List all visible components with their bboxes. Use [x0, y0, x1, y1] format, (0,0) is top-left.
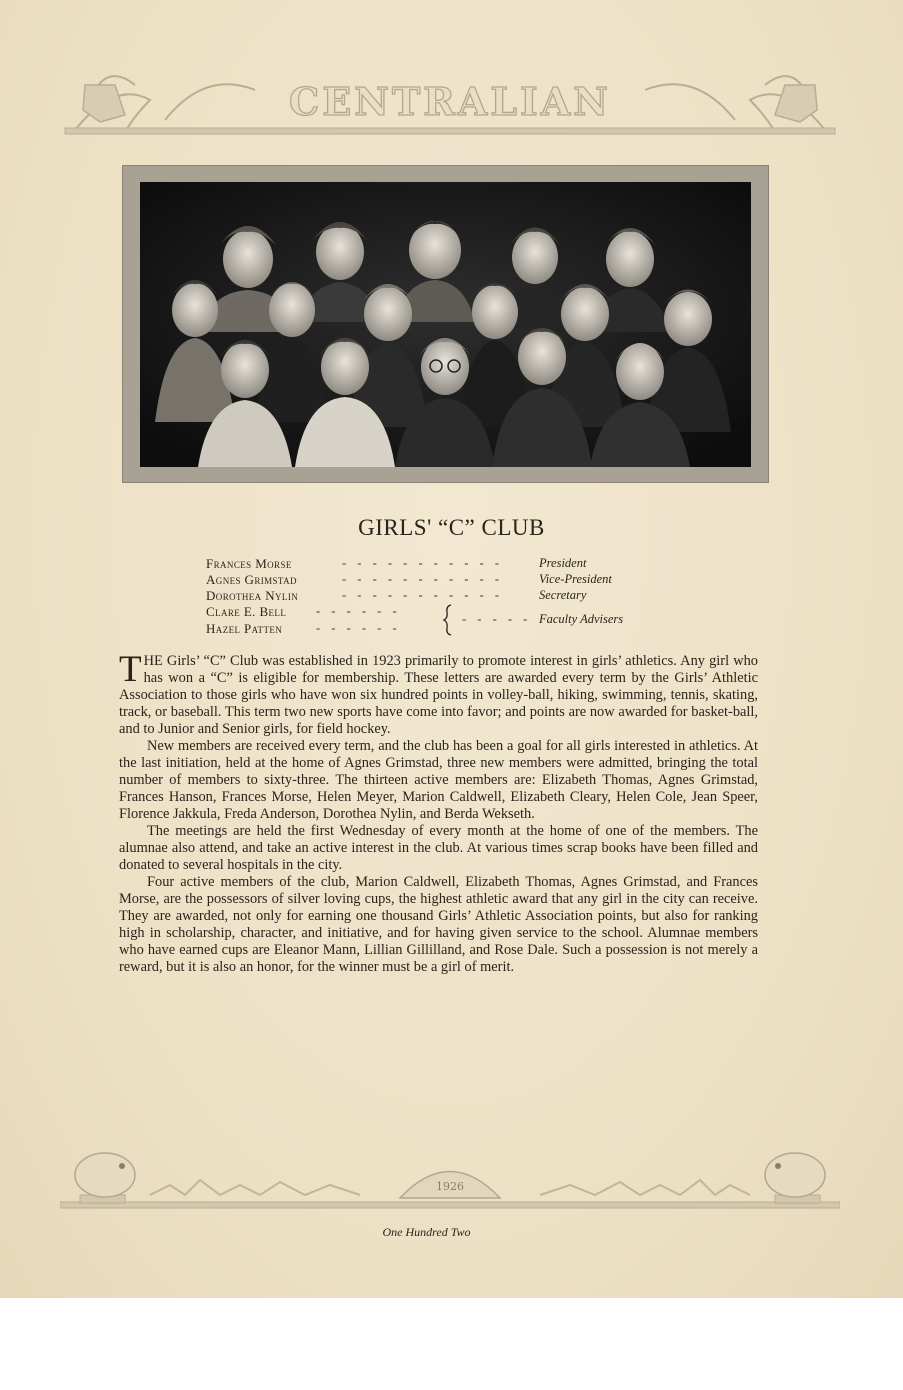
- officer-name: Frances Morse: [206, 556, 292, 571]
- paragraph: Four active members of the club, Marion Caldwell, Elizabeth Thomas, Agnes Grimstad, and Frances Morse, are the possessors of silver loving cups, the highest athletic award that any girl in the city can receive. They are awarded, not only for earning one thousand Girls’ Athletic Association points, but also for ranking high in scholarship, character, and initiative, and for having given service to the school. Alumnae members who have earned cups are Eleanor Mann, Lillian Gillilland, and Rose Dale. Such a possession is not merely a reward, but it is also an honor, for the winner must be a girl of merit.: [119, 874, 758, 975]
- paragraph: New members are received every term, and the club has been a goal for all girls interested in athletics. At the last initiation, held at the home of Agnes Grimstad, three new members were admitted, bringing the total number of members to sixty-three. The thirteen active members are: Elizabeth Thomas, Agnes Grimstad, Frances Hanson, Frances Morse, Helen Meyer, Marion Caldwell, Elizabeth Cleary, Helen Cole, Jean Speer, Florence Jakkula, Freda Anderson, Dorothea Nylin, and Berda Wekseth.: [119, 738, 758, 822]
- emblem-year: 1926: [436, 1180, 464, 1193]
- officer-name: Agnes Grimstad: [206, 572, 297, 587]
- officer-role: Secretary: [539, 588, 587, 602]
- leader-dots: - - - - -: [462, 612, 532, 626]
- paragraph-text: HE Girls’ “C” Club was established in 1923 primarily to promote interest in girls’ athletics. Any girl who has won a “C” is eligible for membership. These letters are awarded every term by the Girls’ Athletic Association to those girls who have won six hundred points in volley-ball, hiking, swimming, tennis, skating, track, or baseball. This term two new sports have come into favor; and points are now awarded for basket-ball, and to Junior and Senior girls, for field hockey.: [119, 653, 758, 737]
- adviser-name: Hazel Patten: [206, 621, 283, 636]
- officer-row: [206, 556, 706, 573]
- officer-row: [206, 588, 706, 605]
- leader-dots: - - - - - -: [316, 621, 401, 635]
- officer-role: President: [539, 556, 587, 570]
- advisers-role-row: [206, 612, 706, 629]
- officer-name: Dorothea Nylin: [206, 588, 299, 603]
- club-title: GIRLS' “C” CLUB: [358, 515, 545, 540]
- leader-dots: - - - - - - - - - - -: [342, 588, 504, 602]
- leader-dots: - - - - - -: [316, 604, 401, 618]
- paragraph: The meetings are held the first Wednesday of every month at the home of one of the members. The alumnae also attend, and take an active interest in the club. At various times scrap books have been filled and donated to several hospitals in the city.: [119, 823, 758, 873]
- paragraph: [119, 649, 758, 738]
- advisers-role: Faculty Advisers: [539, 612, 624, 626]
- photo-frame: [122, 165, 769, 483]
- beaver-icon: [765, 1153, 825, 1197]
- beaver-icon: [75, 1153, 135, 1197]
- header-banner: [55, 60, 845, 150]
- group-photograph: [140, 182, 751, 467]
- leader-dots: - - - - - - - - - - -: [342, 556, 504, 570]
- footer-ornament: [60, 1140, 840, 1220]
- page-number: One Hundred Two: [382, 1225, 471, 1239]
- drop-cap: T: [119, 649, 142, 690]
- adviser-name: Clare E. Bell: [206, 604, 287, 619]
- leader-dots: - - - - - - - - - - -: [342, 572, 504, 586]
- banner-title: CENTRALIAN: [289, 79, 611, 124]
- officer-row: [206, 572, 706, 589]
- article-body: [119, 649, 758, 976]
- officer-role: Vice-President: [539, 572, 612, 586]
